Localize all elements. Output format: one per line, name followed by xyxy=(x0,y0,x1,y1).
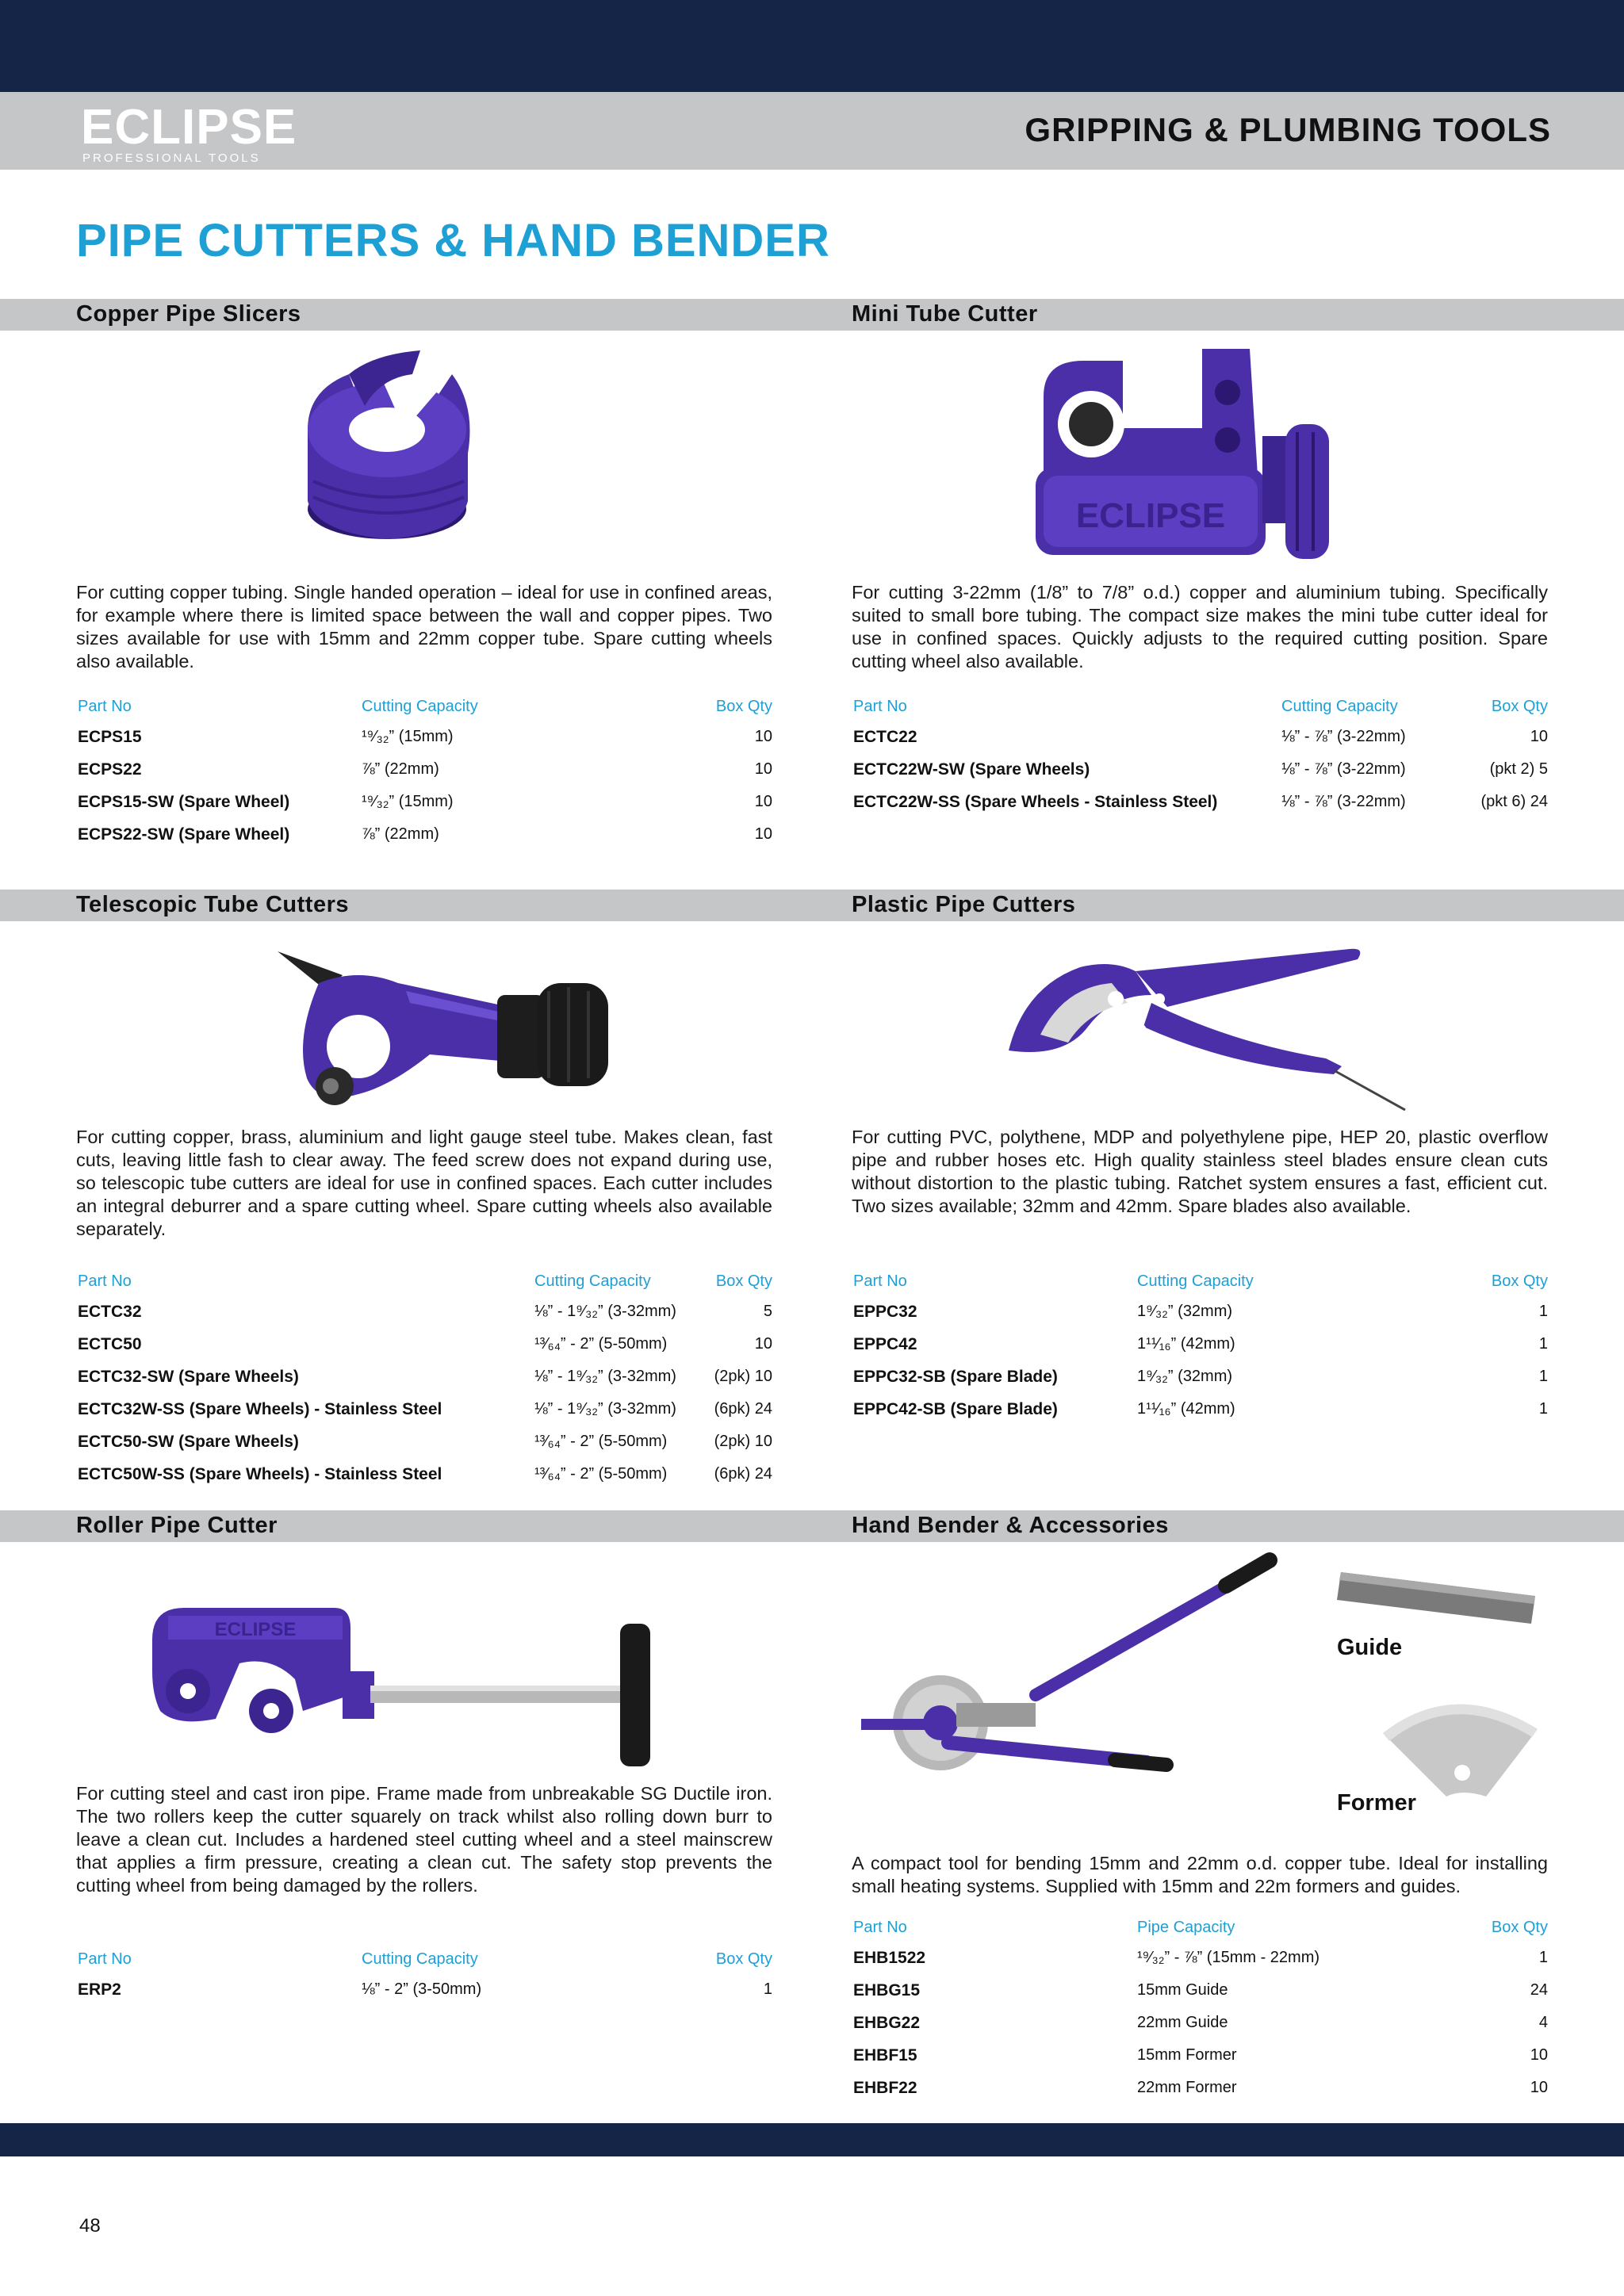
box-qty: 10 xyxy=(754,760,772,778)
col-header-capacity: Cutting Capacity xyxy=(1281,698,1398,715)
table-row xyxy=(852,1335,1548,1359)
section-bar xyxy=(852,890,1624,921)
part-number: ECTC22W-SW (Spare Wheels) xyxy=(853,760,1090,779)
box-qty: 10 xyxy=(754,825,772,843)
col-header-box-qty: Box Qty xyxy=(1491,1919,1548,1936)
section-heading: Telescopic Tube Cutters xyxy=(76,892,349,917)
col-header-capacity: Cutting Capacity xyxy=(362,1950,478,1968)
box-qty: 10 xyxy=(754,1335,772,1353)
col-header-part-no: Part No xyxy=(853,1919,907,1936)
part-number: ECTC22W-SS (Spare Wheels - Stainless Steel) xyxy=(853,793,1218,811)
mini-tube-cutter-image xyxy=(1028,349,1345,571)
part-number: ECTC32W-SS (Spare Wheels) - Stainless Steel xyxy=(78,1400,442,1418)
table-row xyxy=(76,825,772,849)
section-bar xyxy=(0,890,856,921)
part-number: ECTC50 xyxy=(78,1335,142,1353)
guide-label: Guide xyxy=(1337,1635,1403,1660)
table-row xyxy=(76,1303,772,1326)
table-row xyxy=(852,1949,1548,1973)
capacity: 1⁹⁄₃₂” (32mm) xyxy=(1137,1303,1233,1320)
capacity: ¹⁹⁄₃₂” - ⅞” (15mm - 22mm) xyxy=(1137,1949,1320,1966)
capacity: ¹³⁄₆₄” - 2” (5-50mm) xyxy=(534,1433,668,1450)
tool-logo-text: ECLIPSE xyxy=(214,1619,297,1640)
table-row xyxy=(852,2014,1548,2038)
box-qty: (6pk) 24 xyxy=(714,1400,772,1418)
box-qty: (pkt 6) 24 xyxy=(1480,793,1548,810)
capacity: ⅛” - 1⁹⁄₃₂” (3-32mm) xyxy=(534,1368,676,1385)
table-row xyxy=(76,1465,772,1489)
col-header-part-no: Part No xyxy=(78,1272,132,1290)
part-number: EHBF22 xyxy=(853,2079,917,2097)
capacity: ⅛” - ⅞” (3-22mm) xyxy=(1281,760,1406,778)
bottom-band xyxy=(0,2123,1624,2156)
part-number: ECPS22 xyxy=(78,760,142,779)
part-number: EPPC42-SB (Spare Blade) xyxy=(853,1400,1058,1418)
mini-description: For cutting 3-22mm (1/8” to 7/8” o.d.) copper and aluminium tubing. Specifically suited to small bore tubing. The compact size makes the mini tube cutter ideal for use in confined spaces. Quickly adjusts to the required cutting position. Spare cutting wheel also available. xyxy=(852,582,1548,672)
capacity: ⅞” (22mm) xyxy=(362,825,439,843)
table-row xyxy=(852,793,1548,817)
box-qty: 1 xyxy=(1538,1368,1548,1385)
table-row xyxy=(76,1433,772,1456)
col-header-box-qty: Box Qty xyxy=(1491,698,1548,715)
page-number: 48 xyxy=(79,2215,101,2237)
box-qty: 24 xyxy=(1530,1981,1548,1999)
tool-logo-text: ECLIPSE xyxy=(1075,496,1226,535)
capacity: 22mm Former xyxy=(1137,2079,1237,2096)
part-number: ECTC50W-SS (Spare Wheels) - Stainless Steel xyxy=(78,1465,442,1483)
capacity: ⅛” - ⅞” (3-22mm) xyxy=(1281,728,1406,745)
part-number: ERP2 xyxy=(78,1980,121,1999)
part-number: ECTC22 xyxy=(853,728,917,746)
part-number: ECPS22-SW (Spare Wheel) xyxy=(78,825,290,844)
part-number: EHBG22 xyxy=(853,2014,921,2032)
table-row xyxy=(76,760,772,784)
box-qty: 1 xyxy=(1538,1400,1548,1418)
box-qty: 1 xyxy=(1538,1303,1548,1320)
part-number: EPPC32 xyxy=(853,1303,917,1321)
table-row xyxy=(76,793,772,817)
section-bar xyxy=(852,299,1624,331)
table-row xyxy=(76,1400,772,1424)
capacity: 15mm Former xyxy=(1137,2046,1237,2064)
part-number: EHBF15 xyxy=(853,2046,917,2064)
table-row xyxy=(852,1368,1548,1391)
former-label: Former xyxy=(1337,1790,1416,1816)
capacity: 22mm Guide xyxy=(1137,2014,1228,2031)
part-number: ECPS15 xyxy=(78,728,142,746)
box-qty: 4 xyxy=(1538,2014,1548,2031)
section-heading: Hand Bender & Accessories xyxy=(852,1513,1169,1538)
bender-description: A compact tool for bending 15mm and 22mm o.d. copper tube. Ideal for installing small heating systems. Supplied with 15mm and 22m formers and guides. xyxy=(852,1853,1548,1896)
box-qty: 10 xyxy=(1530,2079,1548,2096)
telescopic-tube-cutter-image xyxy=(271,936,628,1126)
col-header-box-qty: Box Qty xyxy=(715,1950,772,1968)
table-row xyxy=(76,728,772,752)
section-heading: Plastic Pipe Cutters xyxy=(852,892,1076,917)
guide-image xyxy=(1337,1568,1543,1632)
eclipse-logo xyxy=(81,100,343,165)
box-qty: (2pk) 10 xyxy=(714,1433,772,1450)
col-header-part-no: Part No xyxy=(853,1272,907,1290)
box-qty: 10 xyxy=(754,793,772,810)
col-header-capacity: Cutting Capacity xyxy=(1137,1272,1254,1290)
col-header-part-no: Part No xyxy=(853,698,907,715)
capacity: ¹³⁄₆₄” - 2” (5-50mm) xyxy=(534,1335,668,1353)
section-bar xyxy=(852,1510,1624,1542)
box-qty: 1 xyxy=(1538,1335,1548,1353)
box-qty: 10 xyxy=(1530,728,1548,745)
former-image xyxy=(1375,1693,1545,1804)
table-row xyxy=(852,2046,1548,2070)
part-number: ECTC50-SW (Spare Wheels) xyxy=(78,1433,299,1451)
copper-description: For cutting copper tubing. Single handed operation – ideal for use in confined areas, for example where there is limited space between the wall and copper pipes. Two sizes available for use with 15mm and 22mm copper tube. Spare cutting wheels also available. xyxy=(76,582,772,672)
hand-bender-image xyxy=(853,1552,1281,1806)
capacity: ⅛” - ⅞” (3-22mm) xyxy=(1281,793,1406,810)
box-qty: (2pk) 10 xyxy=(714,1368,772,1385)
part-number: EPPC42 xyxy=(853,1335,917,1353)
part-number: ECPS15-SW (Spare Wheel) xyxy=(78,793,290,811)
capacity: 1⁹⁄₃₂” (32mm) xyxy=(1137,1368,1233,1385)
table-row xyxy=(852,2079,1548,2103)
section-bar xyxy=(0,299,856,331)
capacity: ¹⁹⁄₃₂” (15mm) xyxy=(362,793,454,810)
capacity: ⅛” - 2” (3-50mm) xyxy=(362,1980,482,1998)
col-header-capacity: Cutting Capacity xyxy=(362,698,478,715)
section-heading: Mini Tube Cutter xyxy=(852,301,1038,327)
top-band xyxy=(0,0,1624,92)
plastic-pipe-cutter-image xyxy=(993,939,1437,1114)
table-row xyxy=(852,1981,1548,2005)
box-qty: 1 xyxy=(763,1980,772,1998)
box-qty: 1 xyxy=(1538,1949,1548,1966)
header-bar xyxy=(0,92,1624,170)
table-row xyxy=(852,1303,1548,1326)
capacity: ⅞” (22mm) xyxy=(362,760,439,778)
roller-pipe-cutter-image xyxy=(144,1592,684,1774)
section-heading: Roller Pipe Cutter xyxy=(76,1513,278,1538)
table-row xyxy=(76,1335,772,1359)
capacity: ¹³⁄₆₄” - 2” (5-50mm) xyxy=(534,1465,668,1483)
col-header-box-qty: Box Qty xyxy=(715,1272,772,1290)
col-header-box-qty: Box Qty xyxy=(715,698,772,715)
section-title: GRIPPING & PLUMBING TOOLS xyxy=(1025,111,1551,148)
telescopic-description: For cutting copper, brass, aluminium and light gauge steel tube. Makes clean, fast cuts, leaving little fash to clear away. The feed screw does not expand during use, so telescopic tube cutters are ideal for use in confined spaces. Each cutter includes an integral deburrer and a spare cutting wheel. Spare cutting wheels also available separately. xyxy=(76,1127,772,1239)
table-row xyxy=(852,728,1548,752)
page-title: PIPE CUTTERS & HAND BENDER xyxy=(76,215,830,266)
col-header-capacity: Pipe Capacity xyxy=(1137,1919,1235,1936)
col-header-box-qty: Box Qty xyxy=(1491,1272,1548,1290)
table-row xyxy=(852,760,1548,784)
logo-wordmark: ECLIPSE xyxy=(81,100,297,155)
capacity: 1¹¹⁄₁₆” (42mm) xyxy=(1137,1400,1235,1418)
box-qty: 10 xyxy=(1530,2046,1548,2064)
copper-pipe-slicer-image xyxy=(293,342,484,549)
box-qty: 5 xyxy=(763,1303,772,1320)
part-number: EHBG15 xyxy=(853,1981,921,1999)
table-row xyxy=(852,1400,1548,1424)
capacity: 15mm Guide xyxy=(1137,1981,1228,1999)
capacity: ⅛” - 1⁹⁄₃₂” (3-32mm) xyxy=(534,1303,676,1320)
part-number: ECTC32-SW (Spare Wheels) xyxy=(78,1368,299,1386)
col-header-part-no: Part No xyxy=(78,1950,132,1968)
section-heading: Copper Pipe Slicers xyxy=(76,301,301,327)
capacity: 1¹¹⁄₁₆” (42mm) xyxy=(1137,1335,1235,1353)
plastic-description: For cutting PVC, polythene, MDP and polyethylene pipe, HEP 20, plastic overflow pipe and rubber hoses etc. High quality stainless steel blades ensure clean cuts without distortion to the plastic tubing. Ratchet system ensures a fast, efficient cut. Two sizes available; 32mm and 42mm. Spare blades also available. xyxy=(852,1127,1548,1216)
part-number: EPPC32-SB (Spare Blade) xyxy=(853,1368,1058,1386)
capacity: ⅛” - 1⁹⁄₃₂” (3-32mm) xyxy=(534,1400,676,1418)
roller-description: For cutting steel and cast iron pipe. Frame made from unbreakable SG Ductile iron. The two rollers keep the cutter squarely on track whilst also rolling down burr to leave a clean cut. Includes a hardened steel cutting wheel and a steel mainscrew that applies a firm pressure, creating a clean cut. The safety stop prevents the cutting wheel from being damaged by the rollers. xyxy=(76,1783,772,1896)
table-row xyxy=(76,1368,772,1391)
box-qty: 10 xyxy=(754,728,772,745)
section-bar xyxy=(0,1510,856,1542)
part-number: ECTC32 xyxy=(78,1303,142,1321)
logo-tagline: PROFESSIONAL TOOLS xyxy=(82,151,261,165)
box-qty: (6pk) 24 xyxy=(714,1465,772,1483)
box-qty: (pkt 2) 5 xyxy=(1489,760,1548,778)
col-header-capacity: Cutting Capacity xyxy=(534,1272,651,1290)
part-number: EHB1522 xyxy=(853,1949,926,1967)
table-row xyxy=(76,1980,772,2004)
col-header-part-no: Part No xyxy=(78,698,132,715)
capacity: ¹⁹⁄₃₂” (15mm) xyxy=(362,728,454,745)
